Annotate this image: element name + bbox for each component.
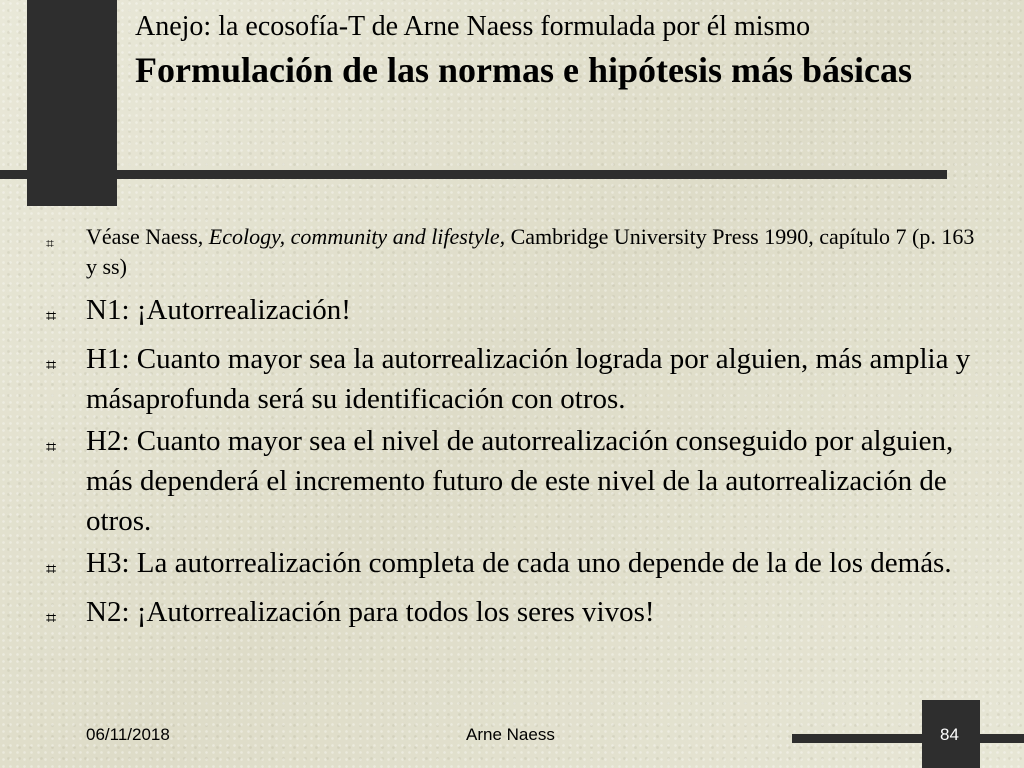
bullet-n2 (46, 592, 976, 639)
bullet-list (46, 222, 976, 641)
footer-date: 06/11/2018 (86, 725, 170, 744)
slide-subtitle: Anejo: la ecosofía-T de Arne Naess formulada por él mismo (135, 11, 811, 42)
bullet-marker-icon: ⌗ (46, 306, 57, 327)
bullet-text: N1: ¡Autorrealización! (86, 294, 351, 326)
bullet-marker-icon: ⌗ (46, 559, 57, 580)
bullet-n1 (46, 290, 976, 337)
bullet-h3 (46, 543, 976, 590)
bullet-text: H2: Cuanto mayor sea el nivel de autorrealización conseguido por alguien, más dependerá el incremento futuro de este nivel de la autorrealización de otros. (86, 425, 954, 537)
bullet-reference (46, 222, 976, 282)
footer-author: Arne Naess (466, 725, 555, 744)
bullet-text: N2: ¡Autorrealización para todos los seres vivos! (86, 596, 655, 628)
footer-divider (792, 734, 1024, 743)
reference-book-title: Ecology, community and lifestyle, (208, 224, 506, 249)
bullet-marker-icon: ⌗ (46, 437, 57, 458)
reference-pre: Véase Naess, (86, 224, 209, 249)
reference-post: Cambridge University Press 1990, capítulo 7 (p. 163 y ss) (86, 224, 975, 279)
reference-text (86, 222, 976, 282)
bullet-marker-icon: ⌗ (46, 355, 57, 376)
bullet-h2 (46, 421, 976, 541)
bullet-h1 (46, 339, 976, 419)
title-area (135, 10, 995, 94)
bullet-marker-icon: ⌗ (46, 236, 54, 252)
bullet-text: H1: Cuanto mayor sea la autorrealización lograda por alguien, más amplia y másaprofunda será su identificación con otros. (86, 343, 971, 415)
slide-title: Formulación de las normas e hipótesis más básicas (135, 50, 913, 90)
title-divider (0, 170, 947, 179)
bullet-text: H3: La autorrealización completa de cada uno depende de la de los demás. (86, 547, 952, 579)
bullet-marker-icon: ⌗ (46, 608, 57, 629)
footer-page-number: 84 (940, 725, 959, 744)
